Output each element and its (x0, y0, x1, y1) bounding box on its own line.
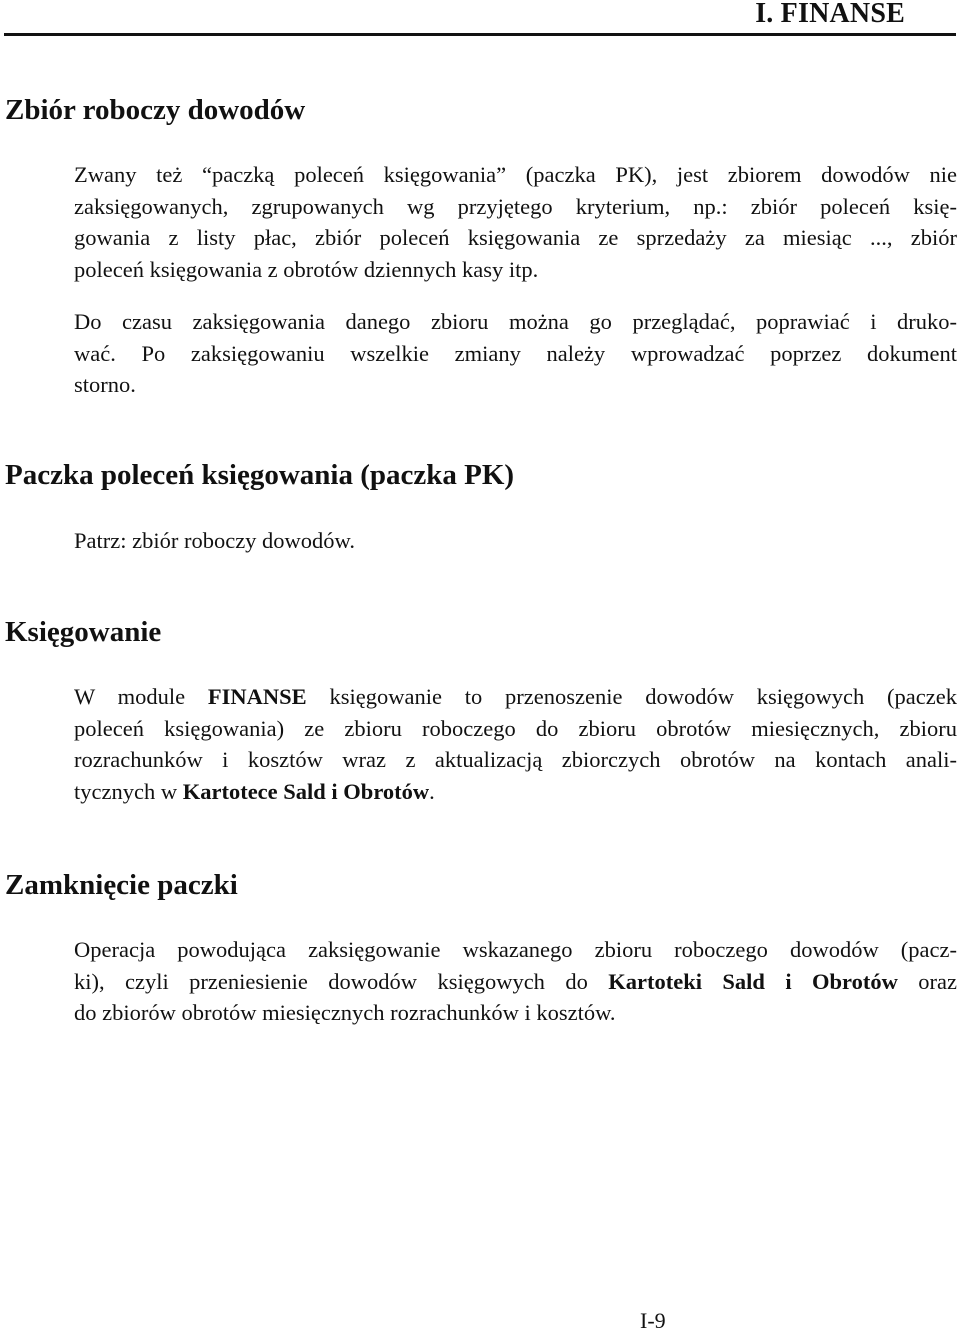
header-rule (4, 33, 956, 36)
text-line (74, 681, 957, 713)
module-name-bold: FINANSE (207, 684, 307, 709)
text-run: księgowanie to przenoszenie dowodów księgowych (paczek (306, 684, 957, 709)
text-run: oraz (897, 968, 957, 994)
paragraph-zbior-roboczy-1 (74, 159, 957, 285)
text-run: ki), czyli przeniesienie dowodów księgowych do (74, 968, 609, 994)
kartoteka-name-bold: Kartotece Sald i Obrotów (182, 778, 430, 804)
kartoteka-name-bold: Kartoteki Sald i Obrotów (608, 968, 898, 994)
text-line: poleceń księgowania z obrotów dziennych kasy itp. (74, 256, 539, 282)
text-line: Patrz: zbiór roboczy dowodów. (74, 528, 355, 553)
text-line: rozrachunków i kosztów wraz z aktualizacją zbiorczych obrotów na kontach anali- (74, 747, 957, 772)
heading-paczka-pk: Paczka poleceń księgowania (paczka PK) (5, 459, 515, 491)
running-header: I. FINANSE (755, 0, 905, 29)
text-line: zaksięgowanych, zgrupowanych wg przyjętego kryterium, np.: zbiór poleceń księ- (74, 193, 957, 219)
text-run: tycznych w (74, 778, 183, 804)
text-line: Operacja powodująca zaksięgowanie wskazanego zbioru roboczego dowodów (pacz- (74, 937, 957, 962)
paragraph-zbior-roboczy-2 (74, 306, 957, 401)
text-line: gowania z listy płac, zbiór poleceń księgowania ze sprzedaży za miesiąc ..., zbiór (74, 225, 957, 250)
text-run: . (429, 778, 435, 804)
text-run: W module (74, 684, 208, 709)
text-line: do zbiorów obrotów miesięcznych rozrachunków i kosztów. (74, 1000, 616, 1025)
paragraph-paczka-pk (74, 525, 957, 557)
heading-zamkniecie-paczki: Zamknięcie paczki (5, 869, 238, 901)
heading-ksiegowanie: Księgowanie (5, 616, 162, 648)
paragraph-ksiegowanie (74, 681, 957, 807)
text-line: Do czasu zaksięgowania danego zbioru można go przeglądać, poprawiać i druko- (74, 309, 957, 334)
text-line: wać. Po zaksięgowaniu wszelkie zmiany należy wprowadzać poprzez dokument (74, 340, 957, 366)
text-line: storno. (74, 372, 136, 397)
paragraph-zamkniecie-paczki (74, 934, 957, 1029)
text-line: poleceń księgowania) ze zbioru roboczego do zbioru obrotów miesięcznych, zbioru (74, 715, 957, 741)
text-line: Zwany też “paczką poleceń księgowania” (paczka PK), jest zbiorem dowodów nie (74, 162, 957, 187)
text-line (74, 966, 957, 998)
page-number: I-9 (640, 1308, 666, 1333)
heading-zbior-roboczy: Zbiór roboczy dowodów (5, 94, 306, 126)
text-line (74, 776, 957, 808)
